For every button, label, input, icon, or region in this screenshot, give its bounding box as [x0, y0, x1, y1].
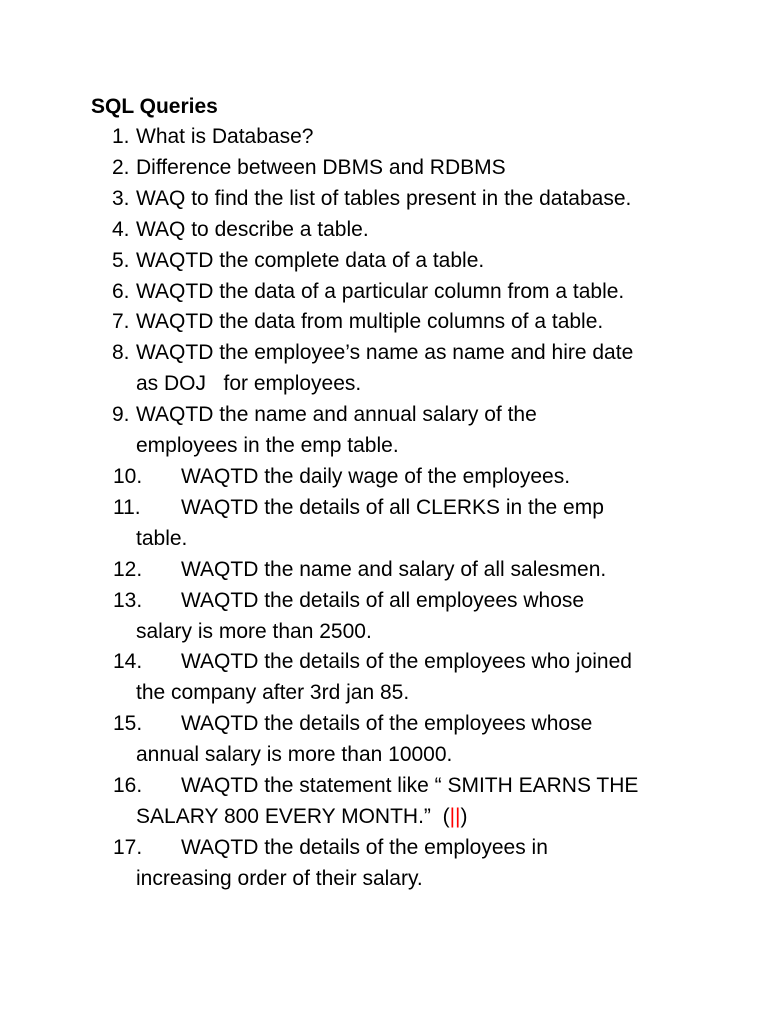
item-text: WAQTD the name and salary of all salesmen. [181, 557, 607, 581]
item-number: 15. [113, 712, 143, 736]
item-text-continuation: employees in the emp table. [136, 434, 399, 458]
item-text-continuation: increasing order of their salary. [136, 866, 423, 890]
item-text: What is Database? [136, 125, 314, 148]
item-text: WAQTD the statement like “ SMITH EARNS THE [181, 774, 639, 798]
item-text: WAQTD the daily wage of the employees. [181, 464, 571, 488]
item-text: WAQTD the data from multiple columns of a table. [136, 310, 604, 334]
item-text-continuation: the company after 3rd jan 85. [136, 681, 410, 705]
item-text-part: SALARY 800 EVERY MONTH.” ( [136, 804, 450, 828]
concat-operator-highlight: || [449, 804, 461, 828]
list-item [0, 462, 696, 493]
list-item [0, 555, 696, 586]
item-number: 14. [113, 650, 143, 674]
item-text-wrap [136, 555, 696, 586]
item-text-continuation: annual salary is more than 10000. [136, 743, 453, 767]
item-text: WAQTD the details of the employees who joined [181, 650, 632, 674]
item-text-tail: ) [460, 804, 468, 828]
item-text: WAQTD the details of all CLERKS in the emp [181, 495, 604, 519]
list-item [0, 184, 696, 215]
item-text-wrap [136, 647, 696, 678]
list-item [0, 647, 696, 709]
list-item [0, 833, 696, 895]
list-item [0, 153, 696, 184]
list-item [0, 709, 696, 771]
item-number: 11. [113, 495, 141, 519]
item-text: WAQTD the complete data of a table. [136, 248, 485, 272]
item-text: WAQTD the data of a particular column from a table. [136, 279, 625, 303]
list-item [0, 122, 696, 153]
item-text: WAQTD the details of the employees in [181, 835, 548, 859]
item-text: WAQ to find the list of tables present in the database. [136, 186, 632, 210]
item-text-wrap [136, 771, 696, 802]
item-number: 13. [113, 588, 143, 612]
item-text-wrap [136, 833, 696, 864]
item-text: WAQTD the name and annual salary of the [136, 403, 537, 427]
document-title: SQL Queries [91, 95, 218, 118]
item-number: 17. [113, 835, 143, 859]
list-item [0, 771, 696, 833]
item-text: WAQTD the employee’s name as name and hire date [136, 341, 634, 365]
item-text-continuation [136, 802, 696, 833]
query-list [0, 122, 768, 895]
item-number: 1. [112, 125, 130, 148]
item-number: 7. [112, 310, 130, 334]
item-number: 12. [113, 557, 143, 581]
list-item [0, 307, 696, 338]
item-text-continuation: salary is more than 2500. [136, 619, 372, 643]
item-text-wrap [136, 493, 696, 524]
item-text: WAQTD the details of all employees whose [181, 588, 585, 612]
item-text: WAQ to describe a table. [136, 217, 369, 241]
item-number: 6. [112, 279, 130, 303]
list-item [0, 586, 696, 648]
list-item [0, 215, 696, 246]
item-text-wrap [136, 462, 696, 493]
item-number: 10. [113, 464, 143, 488]
list-item [0, 338, 696, 400]
list-item [0, 246, 696, 277]
item-text-continuation: table. [136, 526, 188, 550]
item-number: 2. [112, 155, 130, 179]
item-text: Difference between DBMS and RDBMS [136, 155, 506, 179]
item-text-wrap [136, 586, 696, 617]
item-number: 8. [112, 341, 130, 365]
item-number: 5. [112, 248, 130, 272]
item-number: 3. [112, 186, 130, 210]
item-text-continuation: as DOJ for employees. [136, 372, 362, 396]
list-item [0, 277, 696, 308]
item-text: WAQTD the details of the employees whose [181, 712, 593, 736]
item-number: 4. [112, 217, 130, 241]
list-item [0, 400, 696, 462]
list-item [0, 493, 696, 555]
item-text-wrap [136, 709, 696, 740]
item-number: 16. [113, 774, 143, 798]
item-number: 9. [112, 403, 130, 427]
